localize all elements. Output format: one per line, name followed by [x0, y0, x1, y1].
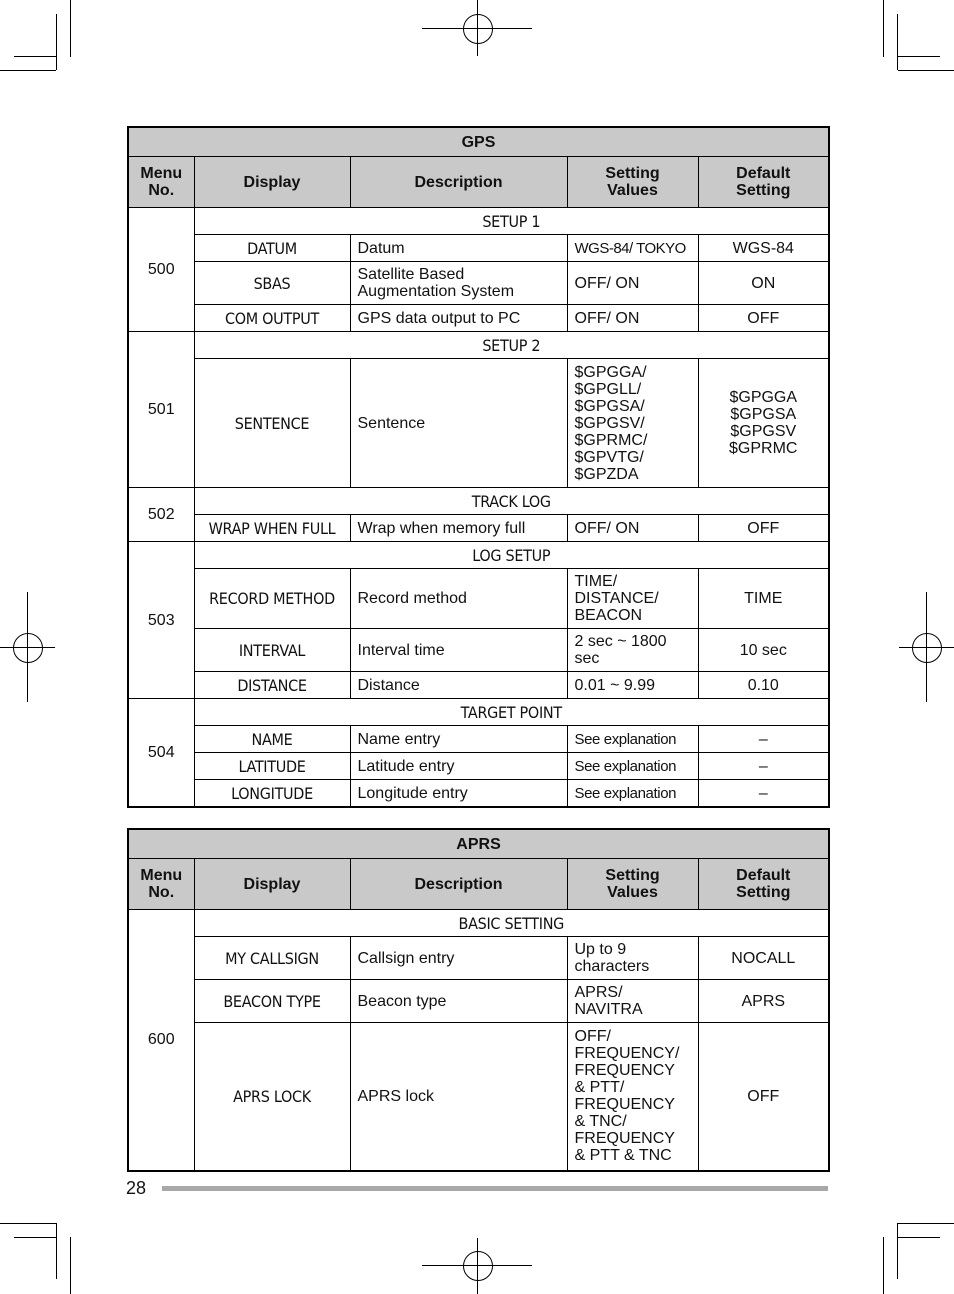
column-header-setting-values: Setting Values [567, 859, 698, 910]
crop-mark [898, 1223, 954, 1224]
section-header: LOG SETUP [194, 542, 829, 569]
display-cell: LONGITUDE [194, 780, 350, 808]
crop-mark [897, 56, 940, 57]
description-cell: Name entry [350, 726, 567, 753]
setting-values-cell: 2 sec ~ 1800 sec [567, 629, 698, 672]
table-row [128, 726, 829, 753]
description-cell: Latitude entry [350, 753, 567, 780]
default-setting-cell: OFF [698, 1023, 829, 1171]
setting-values-cell: OFF/ ON [567, 262, 698, 305]
menu-number: 502 [128, 488, 194, 542]
registration-mark [463, 1251, 493, 1281]
table-row [128, 1023, 829, 1171]
table-row [128, 980, 829, 1023]
display-cell: COM OUTPUT [194, 305, 350, 332]
crop-mark [14, 56, 57, 57]
default-setting-cell: ON [698, 262, 829, 305]
display-cell: NAME [194, 726, 350, 753]
default-setting-cell: OFF [698, 515, 829, 542]
display-cell: SBAS [194, 262, 350, 305]
default-setting-cell: 0.10 [698, 672, 829, 699]
registration-mark [912, 633, 942, 663]
description-cell: Sentence [350, 359, 567, 488]
section-header: SETUP 1 [194, 208, 829, 235]
column-header-display: Display [194, 157, 350, 208]
default-setting-cell: – [698, 726, 829, 753]
setting-values-cell: $GPGGA/ $GPGLL/ $GPGSA/ $GPGSV/ $GPRMC/ $GPVTG/ $GPZDA [567, 359, 698, 488]
column-header-description: Description [350, 859, 567, 910]
description-cell: Callsign entry [350, 937, 567, 980]
table-row [128, 305, 829, 332]
table-row [128, 699, 829, 726]
section-header: TARGET POINT [194, 699, 829, 726]
crop-mark [897, 1237, 940, 1238]
default-setting-cell: – [698, 753, 829, 780]
column-header-display: Display [194, 859, 350, 910]
display-cell: SENTENCE [194, 359, 350, 488]
display-cell: INTERVAL [194, 629, 350, 672]
section-header: TRACK LOG [194, 488, 829, 515]
description-cell: Satellite Based Augmentation System [350, 262, 567, 305]
crop-mark [883, 1237, 884, 1294]
default-setting-cell: $GPGGA $GPGSA $GPGSV $GPRMC [698, 359, 829, 488]
setting-values-cell: See explanation [567, 726, 698, 753]
table-row [128, 753, 829, 780]
setting-values-cell: See explanation [567, 753, 698, 780]
table-row [128, 672, 829, 699]
setting-values-cell: TIME/ DISTANCE/ BEACON [567, 569, 698, 629]
crop-mark [897, 14, 898, 70]
menu-number: 503 [128, 542, 194, 699]
crop-mark [898, 70, 954, 71]
default-setting-cell: – [698, 780, 829, 808]
default-setting-cell: WGS-84 [698, 235, 829, 262]
display-cell: DISTANCE [194, 672, 350, 699]
table-row [128, 515, 829, 542]
table-row [128, 332, 829, 359]
table-row [128, 569, 829, 629]
default-setting-cell: OFF [698, 305, 829, 332]
setting-values-cell: Up to 9 characters [567, 937, 698, 980]
menu-number: 501 [128, 332, 194, 488]
table-title: GPS [128, 127, 829, 157]
default-setting-cell: NOCALL [698, 937, 829, 980]
registration-mark [13, 633, 43, 663]
description-cell: Beacon type [350, 980, 567, 1023]
setting-values-cell: APRS/ NAVITRA [567, 980, 698, 1023]
section-header: SETUP 2 [194, 332, 829, 359]
table-title: APRS [128, 829, 829, 859]
table-row [128, 235, 829, 262]
setting-values-cell: WGS-84/ TOKYO [567, 235, 698, 262]
display-cell: WRAP WHEN FULL [194, 515, 350, 542]
setting-values-cell: OFF/ ON [567, 515, 698, 542]
setting-values-cell: See explanation [567, 780, 698, 808]
setting-values-cell: 0.01 ~ 9.99 [567, 672, 698, 699]
column-header-menu-no: Menu No. [128, 859, 194, 910]
crop-mark [70, 1237, 71, 1294]
crop-mark [0, 70, 56, 71]
column-header-default-setting: Default Setting [698, 859, 829, 910]
table-row [128, 937, 829, 980]
table-row [128, 629, 829, 672]
table-row [128, 262, 829, 305]
table-row [128, 780, 829, 808]
default-setting-cell: 10 sec [698, 629, 829, 672]
description-cell: GPS data output to PC [350, 305, 567, 332]
table-row [128, 208, 829, 235]
menu-number: 500 [128, 208, 194, 332]
footer-rule [162, 1186, 828, 1191]
registration-mark [463, 14, 493, 44]
description-cell: Distance [350, 672, 567, 699]
column-header-menu-no: Menu No. [128, 157, 194, 208]
description-cell: Longitude entry [350, 780, 567, 808]
description-cell: Record method [350, 569, 567, 629]
column-header-setting-values: Setting Values [567, 157, 698, 208]
default-setting-cell: APRS [698, 980, 829, 1023]
display-cell: MY CALLSIGN [194, 937, 350, 980]
description-cell: Wrap when memory full [350, 515, 567, 542]
crop-mark [56, 1223, 57, 1279]
aprs-menu-table [127, 828, 830, 1172]
display-cell: BEACON TYPE [194, 980, 350, 1023]
crop-mark [883, 0, 884, 57]
display-cell: DATUM [194, 235, 350, 262]
menu-number: 600 [128, 910, 194, 1171]
crop-mark [897, 1223, 898, 1279]
display-cell: APRS LOCK [194, 1023, 350, 1171]
page-number: 28 [126, 1178, 147, 1198]
column-header-default-setting: Default Setting [698, 157, 829, 208]
crop-mark [70, 0, 71, 57]
menu-number: 504 [128, 699, 194, 808]
crop-mark [56, 14, 57, 70]
setting-values-cell: OFF/ FREQUENCY/ FREQUENCY & PTT/ FREQUENCY & TNC/ FREQUENCY & PTT & TNC [567, 1023, 698, 1171]
table-row [128, 542, 829, 569]
table-row [128, 359, 829, 488]
gps-menu-table [127, 126, 830, 808]
table-row [128, 910, 829, 937]
description-cell: Datum [350, 235, 567, 262]
description-cell: APRS lock [350, 1023, 567, 1171]
crop-mark [14, 1237, 57, 1238]
section-header: BASIC SETTING [194, 910, 829, 937]
crop-mark [0, 1223, 56, 1224]
description-cell: Interval time [350, 629, 567, 672]
display-cell: RECORD METHOD [194, 569, 350, 629]
table-row [128, 488, 829, 515]
display-cell: LATITUDE [194, 753, 350, 780]
setting-values-cell: OFF/ ON [567, 305, 698, 332]
default-setting-cell: TIME [698, 569, 829, 629]
column-header-description: Description [350, 157, 567, 208]
